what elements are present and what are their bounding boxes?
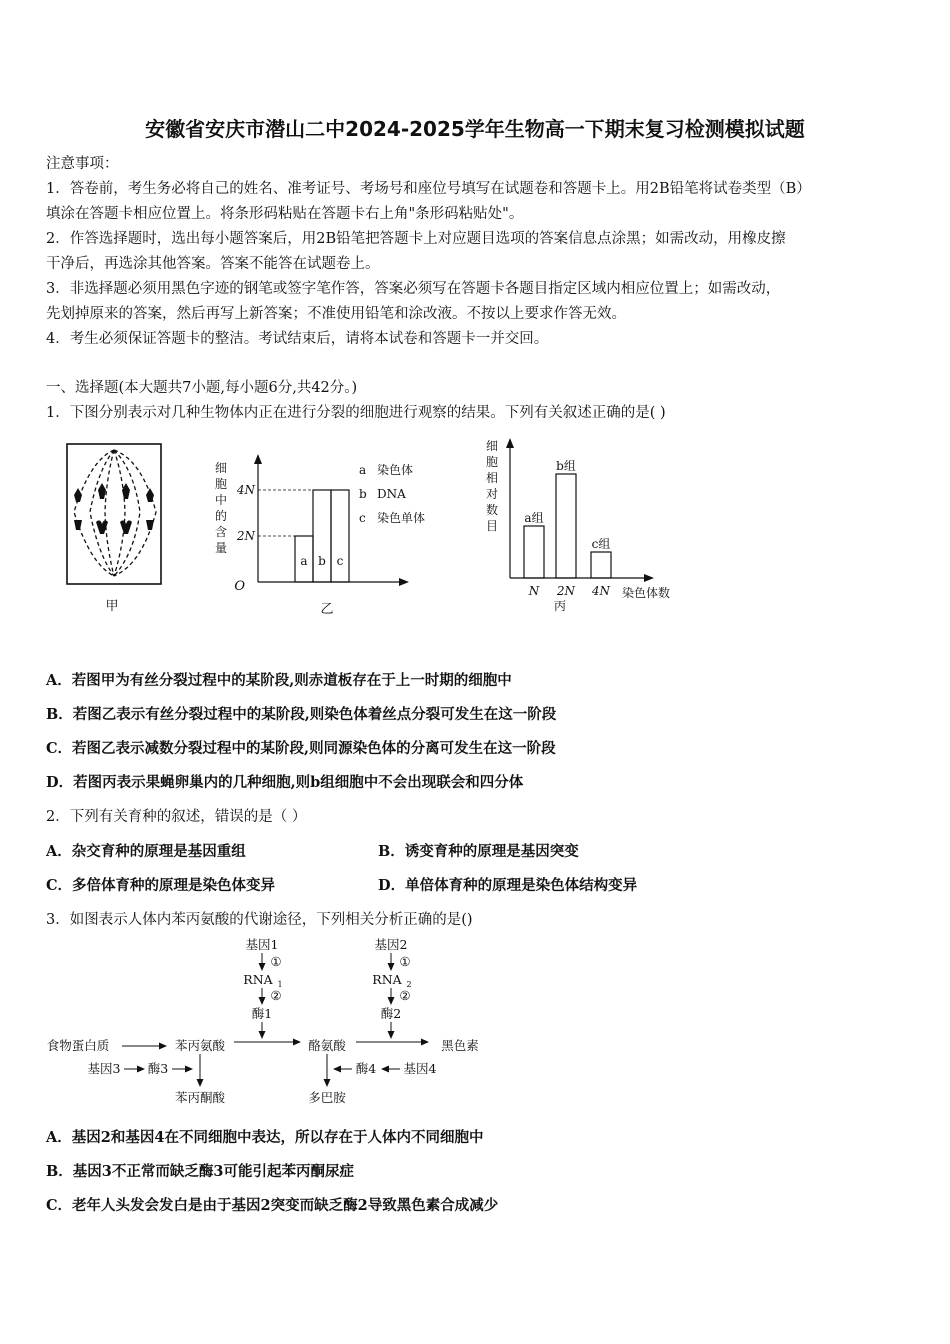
gene2-label: 基因2 <box>374 937 408 952</box>
figure-yi-label: 乙 <box>320 602 334 617</box>
gene3-label: 基因3 <box>87 1061 121 1076</box>
option-key: C． <box>46 740 73 757</box>
yi-x-arrow <box>399 578 409 586</box>
bing-ylabel-char: 胞 <box>485 455 499 469</box>
option-text: 若图丙表示果蝇卵巢内的几种细胞,则b组细胞中不会出现联会和四分体 <box>73 774 524 791</box>
yi-ylabel <box>215 461 227 555</box>
notice-line: 2．作答选择题时，选出每小题答案后，用2B铅笔把答题卡上对应题目选项的答案信息点涂黑；如需改动，用橡皮擦 <box>46 231 786 247</box>
option-text: 杂交育种的原理是基因重组 <box>71 843 246 860</box>
metabolism-diagram <box>40 932 500 1112</box>
yi-legend-text: DNA <box>377 487 406 501</box>
option-key: A． <box>46 1129 72 1146</box>
option-text: 若图乙表示有丝分裂过程中的某阶段,则染色体着丝点分裂可发生在这一阶段 <box>72 706 557 723</box>
bing-ylabel <box>486 439 498 533</box>
q1-option-a <box>46 669 512 690</box>
option-text: 若图甲为有丝分裂过程中的某阶段,则赤道板存在于上一时期的细胞中 <box>71 672 512 689</box>
q1-option-c <box>46 737 556 758</box>
figure-jia <box>60 440 170 620</box>
notice-line: 1．答卷前，考生务必将自己的姓名、准考证号、考场号和座位号填写在试题卷和答题卡上。用2B铅笔将试卷类型（B） <box>46 181 811 197</box>
phenylalanine-label: 苯丙氨酸 <box>174 1038 226 1053</box>
rna1-subscript: 1 <box>277 980 283 989</box>
enzyme3-label: 酶3 <box>147 1061 169 1076</box>
bing-ylabel-char: 相 <box>485 471 499 485</box>
yi-bar-b <box>313 490 331 582</box>
option-text: 多倍体育种的原理是染色体变异 <box>72 877 276 894</box>
yi-ylabel-char: 含 <box>214 525 228 539</box>
option-key: B． <box>46 1163 73 1180</box>
rna1-label: RNA <box>243 972 273 987</box>
option-text: 老年人头发会发白是由于基因2突变而缺乏酶2导致黑色素合成减少 <box>72 1197 499 1214</box>
option-key: A． <box>46 843 72 860</box>
enzyme2-label: 酶2 <box>380 1006 402 1021</box>
option-key: B． <box>46 706 73 723</box>
dopamine-label: 多巴胺 <box>308 1090 346 1105</box>
melanin-label: 黑色素 <box>441 1038 479 1053</box>
bing-bar <box>556 474 576 578</box>
yi-bar-c <box>331 490 349 582</box>
option-key: D． <box>378 877 406 894</box>
notice-line: 3．非选择题必须用黑色字迹的钢笔或签字笔作答，答案必须写在答题卡各题目指定区域内相应位置上；如需改动， <box>46 281 781 297</box>
option-key: C． <box>46 1197 73 1214</box>
figure-yi <box>205 440 455 620</box>
bing-ylabel-char: 对 <box>485 487 499 501</box>
yi-ylabel-char: 细 <box>214 461 228 475</box>
bing-y-arrow <box>506 438 514 448</box>
option-text: 单倍体育种的原理是染色体结构变异 <box>405 877 638 894</box>
yi-tick-2N: 2N <box>236 529 255 543</box>
q2-stem: 2．下列有关育种的叙述，错误的是（ ） <box>46 809 307 825</box>
q3-stem: 3．如图表示人体内苯丙氨酸的代谢途径，下列相关分析正确的是() <box>46 912 473 928</box>
figure-bing <box>480 432 700 622</box>
cell-outline <box>67 444 161 584</box>
step2-label: ② <box>270 988 282 1003</box>
yi-legend-text: 染色单体 <box>377 511 426 525</box>
bing-ylabel-char: 目 <box>485 519 499 533</box>
q1-option-d <box>46 771 523 792</box>
yi-ylabel-char: 的 <box>214 509 228 523</box>
bing-x-tick: N <box>528 584 540 598</box>
step1-label-2: ① <box>399 954 411 969</box>
notice-line: 填涂在答题卡相应位置上。将条形码粘贴在答题卡右上角"条形码粘贴处"。 <box>46 206 524 222</box>
yi-ylabel-char: 量 <box>214 541 228 555</box>
option-key: C． <box>46 877 73 894</box>
q1-stem: 1．下图分别表示对几种生物体内正在进行分裂的细胞进行观察的结果。下列有关叙述正确的是( ) <box>46 405 666 421</box>
option-text: 若图乙表示减数分裂过程中的某阶段,则同源染色体的分离可发生在这一阶段 <box>72 740 556 757</box>
bing-bar-label: a组 <box>524 511 544 525</box>
option-text: 基因3不正常而缺乏酶3可能引起苯丙酮尿症 <box>72 1163 354 1180</box>
option-key: D． <box>46 774 74 791</box>
step2-label-2: ② <box>399 988 411 1003</box>
rna2-subscript: 2 <box>406 980 412 989</box>
enzyme1-label: 酶1 <box>251 1006 273 1021</box>
yi-tick-4N: 4N <box>236 483 255 497</box>
yi-bar-letter: a <box>300 554 308 568</box>
yi-origin: O <box>234 579 245 594</box>
step1-label: ① <box>270 954 282 969</box>
tyrosine-label: 酪氨酸 <box>308 1038 346 1053</box>
bing-xlabel: 染色体数 <box>622 586 671 600</box>
option-text: 诱变育种的原理是基因突变 <box>404 843 579 860</box>
phenylpyruvate-label: 苯丙酮酸 <box>174 1090 226 1105</box>
yi-legend-text: 染色体 <box>377 463 414 477</box>
enzyme4-label: 酶4 <box>355 1061 377 1076</box>
bing-x-tick: 4N <box>591 584 611 598</box>
q1-option-b <box>46 703 556 724</box>
q3-option-b <box>46 1160 354 1181</box>
yi-bar-letter: c <box>336 554 344 568</box>
bing-x-tick: 2N <box>556 584 576 598</box>
gene1-label: 基因1 <box>245 937 279 952</box>
page-title: 安徽省安庆市潜山二中2024-2025学年生物高一下期末复习检测模拟试题 <box>145 117 805 141</box>
spindle-fibers <box>74 450 156 576</box>
bing-bar-label: c组 <box>591 537 611 551</box>
yi-ylabel-char: 中 <box>214 493 228 507</box>
bing-bar-label: b组 <box>556 459 576 473</box>
notice-heading: 注意事项： <box>46 156 119 172</box>
yi-legend-key: c <box>359 511 366 525</box>
bing-bar <box>524 526 544 578</box>
q2-option-b <box>378 840 579 861</box>
notice-line: 先划掉原来的答案，然后再写上新答案；不准使用铅笔和涂改液。不按以上要求作答无效。 <box>46 306 626 322</box>
yi-legend <box>359 462 425 525</box>
figure-bing-label: 丙 <box>553 599 567 613</box>
bing-bar <box>591 552 611 578</box>
food-protein-label: 食物蛋白质 <box>46 1038 110 1053</box>
q2-option-c <box>46 874 275 895</box>
yi-ylabel-char: 胞 <box>214 477 228 491</box>
yi-legend-key: b <box>359 487 367 501</box>
option-key: A． <box>46 672 72 689</box>
notice-line: 干净后，再选涂其他答案。答案不能答在试题卷上。 <box>46 256 380 272</box>
q2-option-d <box>378 874 637 895</box>
option-key: B． <box>378 843 405 860</box>
bing-bars <box>524 459 611 598</box>
rna2-label: RNA <box>372 972 402 987</box>
notice-line: 4．考生必须保证答题卡的整洁。考试结束后，请将本试卷和答题卡一并交回。 <box>46 331 549 347</box>
yi-y-arrow <box>254 454 262 464</box>
q3-option-c <box>46 1194 498 1215</box>
yi-legend-key: a <box>359 463 367 477</box>
q2-option-a <box>46 840 246 861</box>
figure-jia-label: 甲 <box>105 599 119 614</box>
gene4-label: 基因4 <box>403 1061 437 1076</box>
option-text: 基因2和基因4在不同细胞中表达，所以存在于人体内不同细胞中 <box>71 1129 484 1146</box>
chromosomes <box>74 483 154 534</box>
bing-ylabel-char: 细 <box>485 439 499 453</box>
yi-bar-letter: b <box>318 554 326 568</box>
bing-x-arrow <box>644 574 654 582</box>
section-heading: 一、选择题(本大题共7小题,每小题6分,共42分。) <box>46 380 358 396</box>
bing-ylabel-char: 数 <box>485 503 499 517</box>
q3-option-a <box>46 1126 483 1147</box>
